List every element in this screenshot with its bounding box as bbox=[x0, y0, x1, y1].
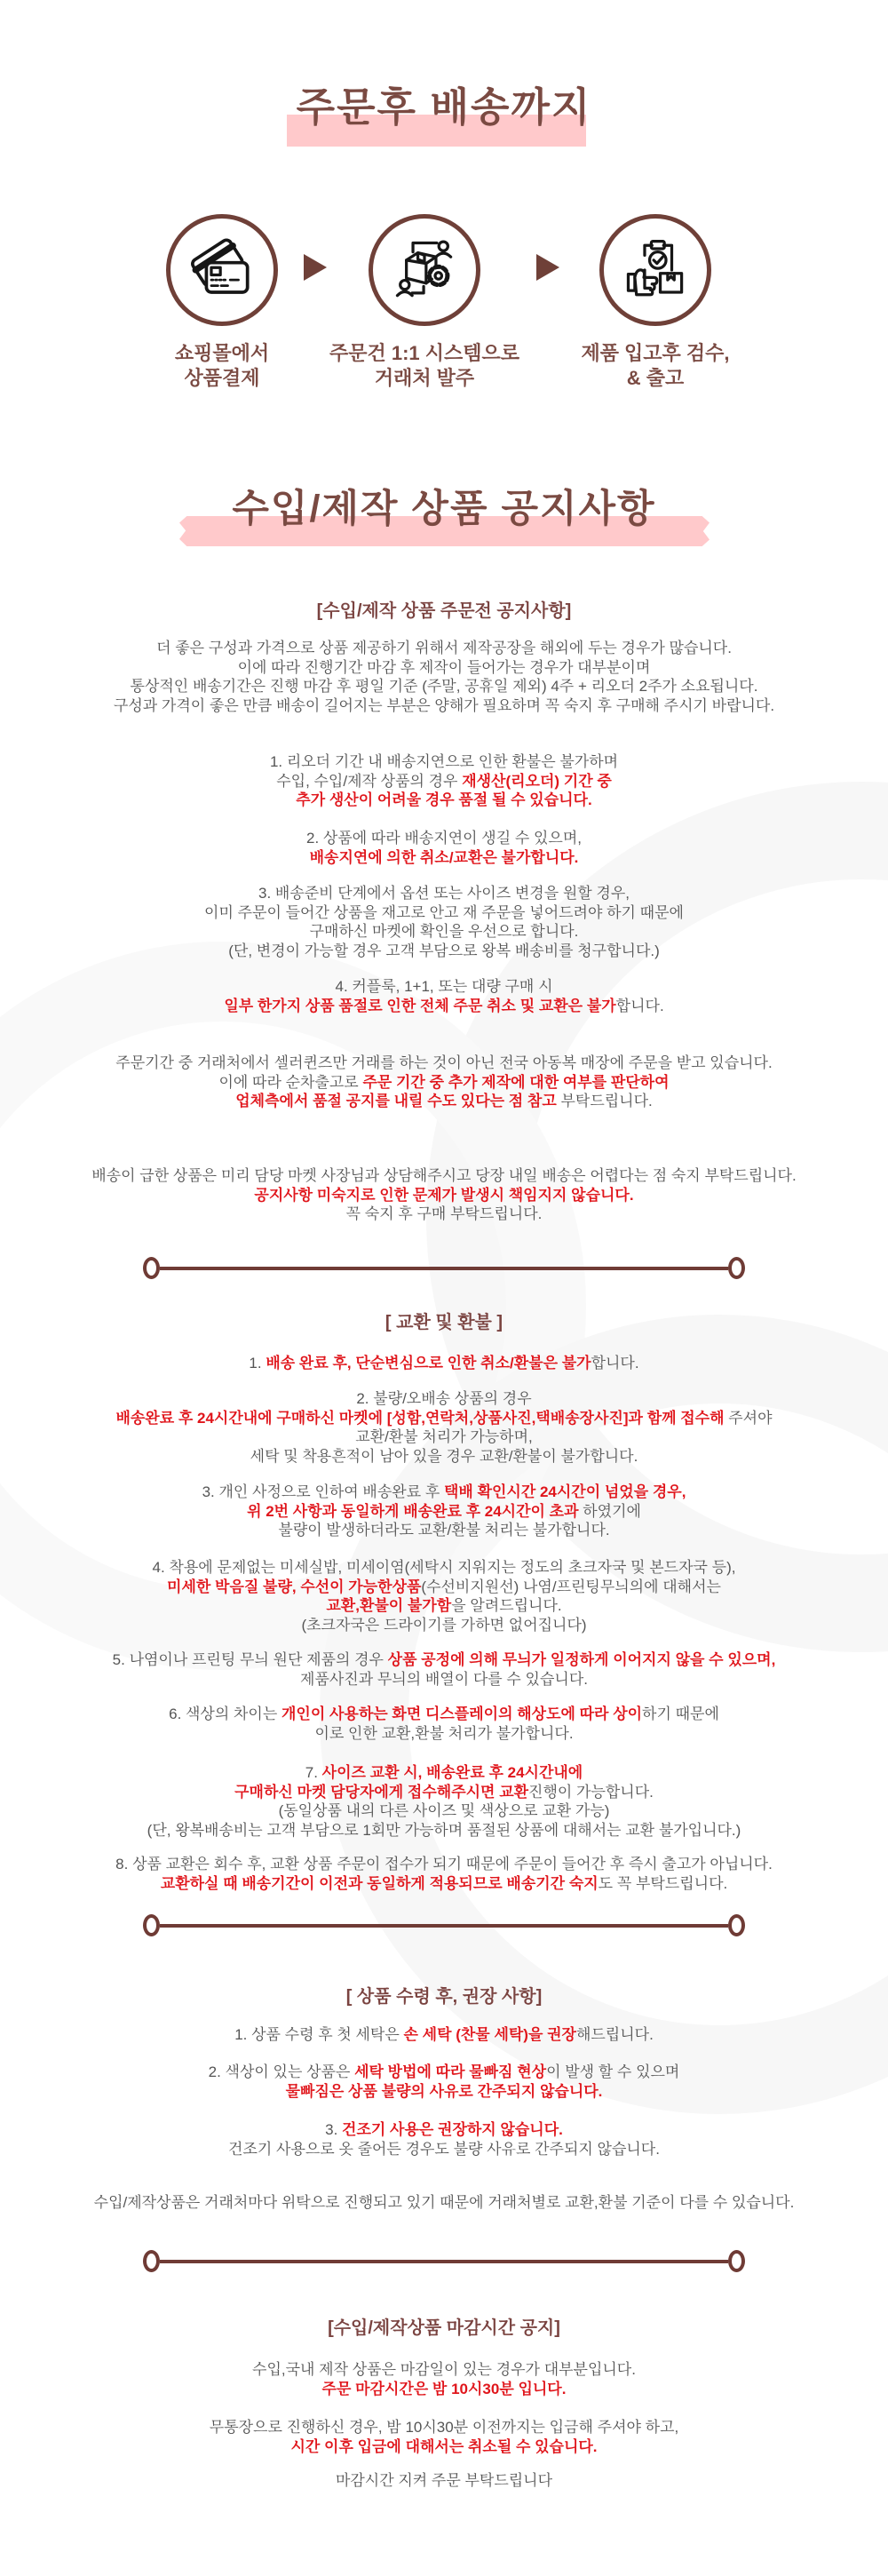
paragraph: 배송이 급한 상품은 미리 담당 마켓 사장님과 상담해주시고 당장 내일 배송은 어렵다는 점 숙지 부탁드립니다. 공지사항 미숙지로 인한 문제가 발생시 책임지지 않습니다. 꼭 숙지 후 구매 부탁드립니다. bbox=[91, 1167, 797, 1222]
paragraph: 4. 커플룩, 1+1, 또는 대량 구매 시 일부 한가지 상품 품절로 인한 전체 주문 취소 및 교환은 불가합니다. bbox=[224, 978, 664, 1014]
paragraph: 1. 리오더 기간 내 배송지연으로 인한 환불은 불가하며 수입, 수입/제작 상품의 경우 재생산(리오더) 기간 중 추가 생산이 어려울 경우 품절 될 수 있습니다. bbox=[269, 753, 619, 808]
section-heading: [ 상품 수령 후, 권장 사항] bbox=[345, 1987, 543, 2007]
paragraph: 마감시간 지켜 주문 부탁드립니다 bbox=[335, 2472, 553, 2489]
page-title: 주문후 배송까지 bbox=[296, 84, 592, 130]
paragraph: 8. 상품 교환은 회수 후, 교환 상품 주문이 접수가 되기 때문에 주문이 들어간 후 즉시 출고가 아닙니다. 교환하실 때 배송기간이 이전과 동일하게 적용되므로 배송기간 숙지도 꼭 부탁드립니다. bbox=[115, 1856, 773, 1892]
divider-line bbox=[160, 2260, 728, 2263]
step-label-line: 상품결제 bbox=[184, 367, 260, 389]
paragraph: 2. 불량/오배송 상품의 경우 배송완료 후 24시간내에 구매하신 마켓에 [성함,연락처,상품사진,택배송장사진]과 함께 접수해 주셔야 교환/환불 처리가 가능하며, 세탁 및 착용흔적이 남아 있을 경우 교환/환불이 불가합니다. bbox=[115, 1390, 773, 1465]
step-circle-3 bbox=[599, 214, 711, 326]
paragraph: 1. 상품 수령 후 첫 세탁은 손 세탁 (찬물 세탁)을 권장해드립니다. bbox=[234, 2026, 654, 2043]
notice-title: 수입/제작 상품 공지사항 bbox=[232, 488, 656, 530]
arrow-right-icon bbox=[536, 254, 559, 281]
divider-ring-icon bbox=[728, 1257, 745, 1279]
paragraph: 3. 건조기 사용은 권장하지 않습니다. 건조기 사용으로 옷 줄어든 경우도 불량 사유로 간주되지 않습니다. bbox=[228, 2121, 660, 2158]
paragraph: 더 좋은 구성과 가격으로 상품 제공하기 위해서 제작공장을 해외에 두는 경우가 많습니다. 이에 따라 진행기간 마감 후 제작이 들어가는 경우가 대부분이며 통상적인 배송기간은 진행 마감 후 평일 기준 (주말, 공휴일 제외) 4주 + 리오더 2주가 소요됩니다. 구성과 가격이 좋은 만큼 배송이 길어지는 부분은 양해가 필요하며 꼭 숙지 후 구매해 주시기 바랍니다. bbox=[113, 640, 775, 714]
step-label-line: 쇼핑몰에서 bbox=[174, 342, 270, 364]
step-label-line: 주문건 1:1 시스템으로 bbox=[329, 342, 520, 364]
step-circle-1 bbox=[166, 214, 278, 326]
divider-ring-icon bbox=[143, 1914, 160, 1936]
section-heading: [수입/제작상품 마감시간 공지] bbox=[328, 2318, 560, 2338]
step-label-line: 제품 입고후 검수, bbox=[581, 342, 730, 364]
step-label-2 bbox=[309, 341, 540, 391]
paragraph: 2. 색상이 있는 상품은 세탁 방법에 따라 물빠짐 현상이 발생 할 수 있으며 물빠짐은 상품 불량의 사유로 간주되지 않습니다. bbox=[208, 2063, 680, 2100]
order-system-icon bbox=[392, 237, 457, 303]
divider-line bbox=[160, 1924, 728, 1928]
paragraph: 7. 사이즈 교환 시, 배송완료 후 24시간내에 구매하신 마켓 담당자에게 접수해주시면 교환진행이 가능합니다. (동일상품 내의 다른 사이즈 및 색상으로 교환 가능) (단, 왕복배송비는 고객 부담으로 1회만 가능하며 품절된 상품에 대해서는 교환 불가입니다.) bbox=[147, 1764, 741, 1839]
divider-ring-icon bbox=[143, 2250, 160, 2272]
step-label-1 bbox=[107, 341, 337, 391]
section-heading: [ 교환 및 환불 ] bbox=[385, 1313, 503, 1332]
divider-ring-icon bbox=[143, 1257, 160, 1279]
divider-ring-icon bbox=[728, 2250, 745, 2272]
paragraph: 1. 배송 완료 후, 단순변심으로 인한 취소/환불은 불가합니다. bbox=[249, 1355, 639, 1371]
inspect-ship-icon bbox=[622, 237, 688, 303]
paragraph: 3. 배송준비 단계에서 옵션 또는 사이즈 변경을 원할 경우, 이미 주문이 들어간 상품을 재고로 안고 재 주문을 넣어드려야 하기 때문에 구매하신 마켓에 확인을 우선으로 합니다. (단, 변경이 가능할 경우 고객 부담으로 왕복 배송비를 청구합니다.) bbox=[204, 885, 684, 959]
paragraph: 5. 나염이나 프린팅 무늬 원단 제품의 경우 상품 공정에 의해 무늬가 일정하게 이어지지 않을 수 있으며, 제품사진과 무늬의 배열이 다를 수 있습니다. bbox=[112, 1651, 776, 1688]
credit-card-icon bbox=[189, 237, 255, 303]
paragraph: 수입,국내 제작 상품은 마감일이 있는 경우가 대부분입니다. 주문 마감시간은 밤 10시30분 입니다. bbox=[252, 2361, 636, 2397]
section-heading: [수입/제작 상품 주문전 공지사항] bbox=[316, 601, 572, 621]
paragraph: 주문기간 중 거래처에서 셀러퀸즈만 거래를 하는 것이 아닌 전국 아동복 매장에 주문을 받고 있습니다. 이에 따라 순차출고로 주문 기간 중 추가 제작에 대한 여부를 판단하여 업체측에서 품절 공지를 내릴 수도 있다는 점 참고 부탁드립니다. bbox=[115, 1054, 773, 1109]
divider-line bbox=[160, 1267, 728, 1270]
paragraph: 무통장으로 진행하신 경우, 밤 10시30분 이전까지는 입금해 주셔야 하고, 시간 이후 입금에 대해서는 취소될 수 있습니다. bbox=[209, 2419, 679, 2455]
section-divider bbox=[143, 2252, 745, 2270]
paragraph: 2. 상품에 따라 배송지연이 생길 수 있으며, 배송지연에 의한 취소/교환은 불가합니다. bbox=[306, 830, 582, 866]
paragraph: 수입/제작상품은 거래처마다 위탁으로 진행되고 있기 때문에 거래처별로 교환,환불 기준이 다를 수 있습니다. bbox=[93, 2194, 795, 2211]
step-circle-2 bbox=[369, 214, 480, 326]
arrow-right-icon bbox=[304, 254, 327, 281]
section-divider bbox=[143, 1259, 745, 1277]
paragraph: 6. 색상의 차이는 개인이 사용하는 화면 디스플레이의 해상도에 따라 상이하기 때문에 이로 인한 교환,환불 처리가 불가합니다. bbox=[169, 1705, 719, 1742]
step-label-3 bbox=[540, 341, 771, 391]
step-label-line: 거래처 발주 bbox=[374, 367, 475, 389]
paragraph: 3. 개인 사정으로 인하여 배송완료 후 택배 확인시간 24시간이 넘었을 경우, 위 2번 사항과 동일하게 배송완료 후 24시간이 초과 하였기에 불량이 발생하더라도 교환/환불 처리는 불가합니다. bbox=[202, 1483, 686, 1538]
section-divider bbox=[143, 1916, 745, 1935]
divider-ring-icon bbox=[728, 1914, 745, 1936]
paragraph: 4. 착용에 문제없는 미세실밥, 미세이염(세탁시 지워지는 정도의 초크자국 및 본드자국 등), 미세한 박음질 불량, 수선이 가능한상품(수선비지원선) 나염/프린팅무늬의에 대해서는 교환,환불이 불가함을 알려드립니다. (초크자국은 드라이기를 가하면 없어집니다) bbox=[152, 1559, 736, 1634]
step-label-line: & 출고 bbox=[626, 367, 685, 389]
